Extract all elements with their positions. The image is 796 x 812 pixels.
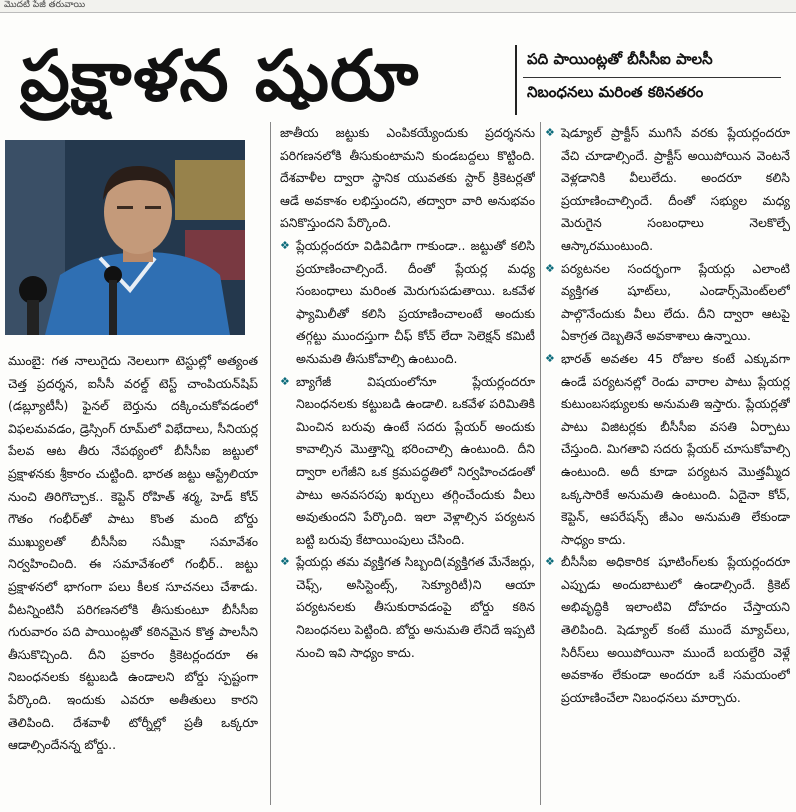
column-2-intro: జాతీయ జట్టుకు ఎంపికయ్యేందుకు ప్రదర్శనను పరిగణనలోకి తీసుకుంటామని కుండబద్దలు కొట్టింది. దేశవాళీల ద్వారా స్థానిక యువతకు స్టార్ క్రికెటర్లతో ఆడే అవకాశం లభిస్తుందని, తద్వారా వారి అనుభవం పనికొస్తుందని పేర్కొంది. [280, 125, 535, 231]
rule-bullet: ❖ ప్లేయర్లు తమ వ్యక్తిగత సిబ్బంది(వ్యక్తిగత మేనేజర్లు, చెఫ్స్, అసిస్టెంట్స్, సెక్యూరిటీ)ని ఆయా పర్యటనలకు తీసుకురావడంపై బోర్డు కఠిన నిబంధనలు పెట్టింది. బోర్డు అనుమతి లేనిదే ఇప్పటి నుంచి ఇవి సాధ్యం కాదు. [280, 551, 535, 664]
player-portrait-illustration [5, 140, 245, 335]
rule-bullet: ❖ పర్యటనల సందర్భంగా ప్లేయర్లు ఎలాంటి వ్యక్తిగత షూట్‌లు, ఎండార్స్‌మెంట్‌లలో పాల్గొనేందుకు వీలు లేదు. దీని ద్వారా ఆటపై ఏకాగ్రత దెబ్బతినే అవకాశాలు ఉన్నాయి. [545, 258, 790, 348]
article-column-1 [8, 350, 258, 805]
top-strip [0, 0, 796, 13]
rule-bullet: ❖ ప్లేయర్లందరూ విడివిడిగా గాకుండా.. జట్టుతో కలిసి ప్రయాణించాల్సిందే. దీంతో ప్లేయర్ల మధ్య సంబంధాలు మరింత మెరుగుపడుతాయి. ఒకవేళ ఫ్యామిలీతో కలిసి ప్రయాణించాలంటే అందుకు తగ్గట్టు ముందస్తుగా చీఫ్ కోచ్ లేదా సెలెక్షన్ కమిటీ అనుమతి తీసుకోవాల్సి ఉంటుంది. [280, 235, 535, 371]
subheadline-1: పది పాయింట్లతో బీసీసీఐ పాలసీ [527, 50, 713, 68]
gambhir-photo [5, 140, 245, 335]
rule-bullet: ❖ భారత్ అవతల 45 రోజుల కంటే ఎక్కువగా ఉండే పర్యటనల్లో రెండు వారాల పాటు ప్లేయర్ల కుటుంబసభ్యులకు అనుమతి ఇస్తారు. ప్లేయర్లతో పాటు విజిటర్లకు బీసీసీఐ వసతి ఏర్పాటు చేస్తుంది. మిగతావి సదరు ప్లేయర్ చూసుకోవాల్సి ఉంటుంది. అదీ కూడా పర్యటన మొత్తమ్మీద ఒక్కసారికే అనుమతి ఉంటుంది. ఏదైనా కోచ్, కెప్టెన్, ఆపరేషన్స్ జీఎం అనుమతి లేకుండా సాధ్యం కాదు. [545, 348, 790, 551]
subheadline-2: నిబంధనలు మరింత కఠినతరం [527, 83, 704, 101]
rule-bullet: ❖ బ్యాగేజీ విషయంలోనూ ప్లేయర్లందరూ నిబంధనలకు కట్టుబడి ఉండాలి. ఒకవేళ పరిమితికి మించిన బరువు ఉంటే సదరు ప్లేయర్ అందుకు కావాల్సిన మొత్తాన్ని భరించాల్సి ఉంటుంది. దీని ద్వారా లగేజీని ఒక క్రమపద్ధతిలో నిర్వహించడంతో పాటు అనవసరపు ఖర్చులు తగ్గించేందుకు వీలు అవుతుందని పేర్కొంది. ఇలా వెళ్లాల్సిన పర్యటన బట్టి బరువు కేటాయింపులు చేసింది. [280, 371, 535, 552]
headline: ప్రక్షాళన షురూ [20, 35, 420, 117]
article-column-2 [280, 122, 535, 805]
rule-bullet: ❖ షెడ్యూల్ ప్రాక్టీస్ ముగిసే వరకు ప్లేయర్లందరూ వేచి చూడాల్సిందే. ప్రాక్టీస్ అయిపోయిన వెంటనే వెళ్లడానికి వీలులేదు. అందరూ కలిసి ప్రయాణించాల్సిందే. దీంతో సభ్యుల మధ్య మెరుగైన సంబంధాలు నెలకొల్పే ఆస్కారముంటుంది. [545, 122, 790, 258]
column-1-text: ముంబై: గత నాలుగైదు నెలలుగా టెస్టుల్లో అత్యంత చెత్త ప్రదర్శన, ఐసీసీ వరల్డ్ టెస్ట్ చాంపియన్‌షిప్ (డబ్ల్యూటీసీ) ఫైనల్ బెర్తును దక్కించుకోవడంలో విఫలమవడం, డ్రెస్సింగ్ రూమ్‌లో విభేదాలు, సీనియర్ల పేలవ ఆట తీరు నేపథ్యంలో బీసీసీఐ జట్టులో ప్రక్షాళనకు శ్రీకారం చుట్టింది. భారత జట్టు ఆస్ట్రేలియా నుంచి తిరిగొచ్చాక.. కెప్టెన్ రోహిత్ శర్మ, హెడ్ కోచ్ గౌతం గంభీర్‌తో పాటు కొంత మంది బోర్డు ముఖ్యులతో బీసీసీఐ సమీక్షా సమావేశం నిర్వహించింది. ఈ సమావేశంలో గంభీర్.. జట్టు ప్రక్షాళనలో భాగంగా పలు కీలక సూచనలు చేశాడు. వీటన్నింటినీ పరిగణనలోకి తీసుకుంటూ బీసీసీఐ గురువారం పది పాయింట్లతో కఠినమైన కొత్త పాలసీని తీసుకొచ్చింది. దీని ప్రకారం క్రికెటర్లందరూ ఈ నిబంధనలకు కట్టుబడి ఉండాలని బోర్డు స్పష్టంగా పేర్కొంది. ఇందుకు ఎవరూ అతీతులు కారని తెలిపింది. దేశవాళీ టోర్నీల్లో ప్రతీ ఒక్కరూ ఆడాల్సిందేనన్న బోర్డు.. [8, 353, 258, 753]
article-column-3 [545, 122, 790, 805]
subheadline-box [515, 45, 787, 115]
column-divider-2 [540, 122, 541, 805]
top-strip-text: మొదటి పేజీ తరువాయి [4, 0, 86, 10]
rule-bullet: ❖ బీసీసీఐ అధికారిక షూటింగ్‌లకు ప్లేయర్లందరూ ఎప్పుడు అందుబాటులో ఉండాల్సిందే. క్రికెట్ అభివృద్ధికి ఇలాంటివి దోహదం చేస్తాయని తెలిపింది. షెడ్యూల్ కంటే ముందే మ్యాచ్‌లు, సిరీస్‌లు అయిపోయినా ముందే బయల్దేరి వెళ్లే అవకాశం లేకుండా అందరూ ఒకే సమయంలో ప్రయాణించేలా నిబంధనలు మార్చారు. [545, 551, 790, 709]
column-divider-1 [270, 122, 271, 805]
